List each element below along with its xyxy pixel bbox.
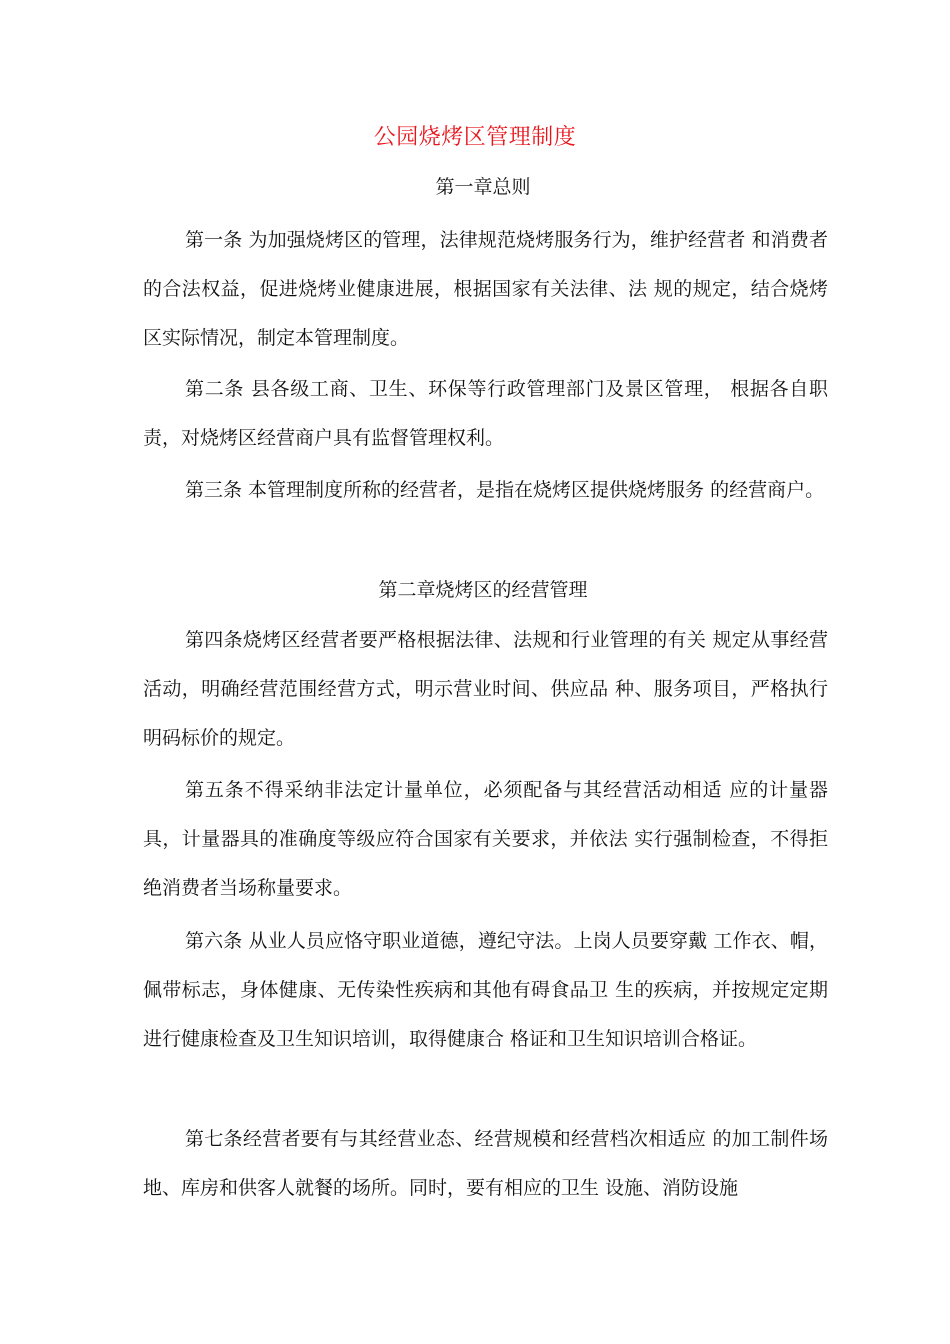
article-2: 第二条 县各级工商、卫生、环保等行政管理部门及景区管理， 根据各自职责，对烧烤区经营商户具有监督管理权利。 <box>143 378 828 449</box>
article-4: 第四条烧烤区经营者要严格根据法律、法规和行业管理的有关 规定从事经营活动，明确经营范围经营方式，明示营业时间、供应品 种、服务项目，严格执行明码标价的规定。 <box>143 629 828 749</box>
chapter-heading-1: 第一章总则 <box>435 176 531 198</box>
article-1: 第一条 为加强烧烤区的管理，法律规范烧烤服务行为，维护经营者 和消费者的合法权益，促进烧烤业健康进展，根据国家有关法律、法 规的规定，结合烧烤区实际情况，制定本管理制度。 <box>143 229 828 349</box>
document-title: 公园烧烤区管理制度 <box>373 125 577 150</box>
article-6: 第六条 从业人员应恪守职业道德，遵纪守法。上岗人员要穿戴 工作衣、帽，佩带标志，身体健康、无传染性疾病和其他有碍食品卫 生的疾病，并按规定定期进行健康检查及卫生知识培训，取得健康合 格证和卫生知识培训合格证。 <box>143 930 828 1050</box>
article-5: 第五条不得采纳非法定计量单位，必须配备与其经营活动相适 应的计量器具，计量器具的准确度等级应符合国家有关要求，并依法 实行强制检查，不得拒绝消费者当场称量要求。 <box>143 779 828 899</box>
chapter-heading-2: 第二章烧烤区的经营管理 <box>378 579 588 601</box>
article-7: 第七条经营者要有与其经营业态、经营规模和经营档次相适应 的加工制件场地、库房和供客人就餐的场所。同时，要有相应的卫生 设施、消防设施 <box>143 1128 828 1199</box>
article-3: 第三条 本管理制度所称的经营者，是指在烧烤区提供烧烤服务 的经营商户。 <box>185 479 825 501</box>
